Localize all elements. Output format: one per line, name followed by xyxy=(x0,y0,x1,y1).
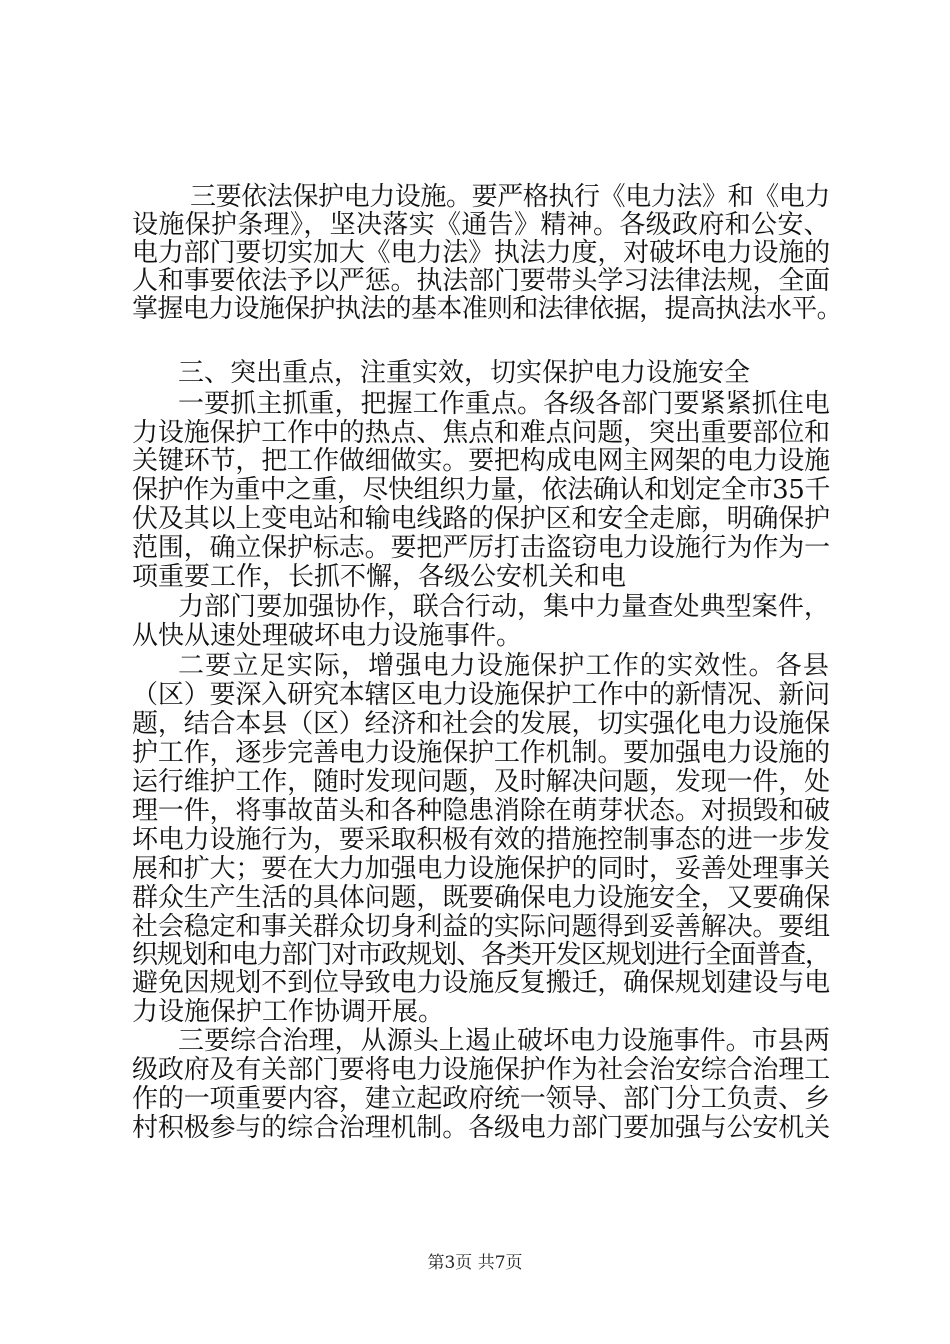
text-line: 社会稳定和事关群众切身利益的实际问题得到妥善解决。要组 xyxy=(132,912,830,942)
text-line: 群众生产生活的具体问题，既要确保电力设施安全，又要确保 xyxy=(132,883,830,913)
text-line: 从快从速处理破坏电力设施事件。 xyxy=(132,621,523,651)
text-line: 展和扩大；要在大力加强电力设施保护的同时，妥善处理事关 xyxy=(132,854,830,884)
text-line: 运行维护工作，随时发现问题，及时解决问题，发现一件，处 xyxy=(132,767,830,797)
text-line: 范围，确立保护标志。要把严厉打击盗窃电力设施行为作为一 xyxy=(132,533,830,563)
text-line: 二要立足实际，增强电力设施保护工作的实效性。各县 xyxy=(178,651,830,681)
text-line: 级政府及有关部门要将电力设施保护作为社会治安综合治理工 xyxy=(132,1055,830,1085)
text-line: 村积极参与的综合治理机制。各级电力部门要加强与公安机关 xyxy=(132,1113,830,1143)
text-line: 力设施保护工作协调开展。 xyxy=(132,997,445,1027)
text-line: 保护作为重中之重，尽快组织力量，依法确认和划定全市35千 xyxy=(132,475,830,505)
text-line: 一要抓主抓重，把握工作重点。各级各部门要紧紧抓住电 xyxy=(178,389,830,419)
text-line: 三、突出重点，注重实效，切实保护电力设施安全 xyxy=(178,358,751,388)
text-line: （区）要深入研究本辖区电力设施保护工作中的新情况、新问 xyxy=(132,680,830,710)
page-footer: 第3页 共7页 xyxy=(427,1253,523,1273)
text-line: 作的一项重要内容，建立起政府统一领导、部门分工负责、乡 xyxy=(132,1084,830,1114)
text-line: 三要综合治理，从源头上遏止破坏电力设施事件。市县两 xyxy=(178,1026,830,1056)
text-line: 坏电力设施行为，要采取积极有效的措施控制事态的进一步发 xyxy=(132,825,830,855)
text-line: 护工作，逐步完善电力设施保护工作机制。要加强电力设施的 xyxy=(132,738,830,768)
text-line: 力设施保护工作中的热点、焦点和难点问题，突出重要部位和 xyxy=(132,418,830,448)
text-line: 人和事要依法予以严惩。执法部门要带头学习法律法规，全面 xyxy=(132,266,830,296)
text-line: 电力部门要切实加大《电力法》执法力度，对破坏电力设施的 xyxy=(132,238,830,268)
text-line: 掌握电力设施保护执法的基本准则和法律依据，提高执法水平。 xyxy=(132,294,842,324)
text-line: 项重要工作，长抓不懈，各级公安机关和电 xyxy=(132,562,627,592)
text-line: 力部门要加强协作，联合行动，集中力量查处典型案件， xyxy=(178,592,830,622)
text-line: 织规划和电力部门对市政规划、各类开发区规划进行全面普查， xyxy=(132,940,830,970)
text-line: 关键环节，把工作做细做实。要把构成电网主网架的电力设施 xyxy=(132,446,830,476)
text-line: 设施保护条理》，坚决落实《通告》精神。各级政府和公安、 xyxy=(132,210,830,240)
text-line: 三要依法保护电力设施。要严格执行《电力法》和《电力 xyxy=(190,182,830,212)
text-line: 伏及其以上变电站和输电线路的保护区和安全走廊，明确保护 xyxy=(132,504,830,534)
text-line: 避免因规划不到位导致电力设施反复搬迁，确保规划建设与电 xyxy=(132,968,830,998)
text-line: 题，结合本县（区）经济和社会的发展，切实强化电力设施保 xyxy=(132,709,830,739)
text-line: 理一件，将事故苗头和各种隐患消除在萌芽状态。对损毁和破 xyxy=(132,796,830,826)
